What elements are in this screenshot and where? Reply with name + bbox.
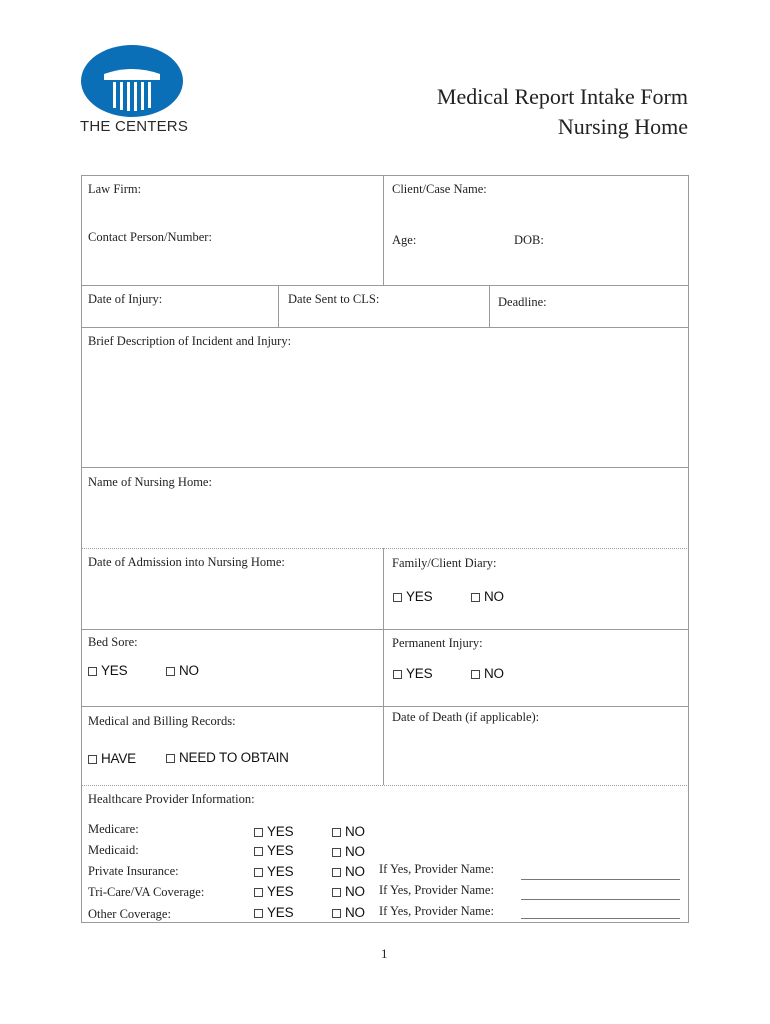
tricare-no-checkbox[interactable] [332, 884, 365, 899]
other-no-checkbox[interactable] [332, 905, 365, 920]
checkbox-icon [166, 754, 175, 763]
provider-name-input[interactable] [521, 918, 680, 919]
medicare-no-checkbox[interactable] [332, 824, 365, 839]
records-need-checkbox[interactable] [166, 750, 289, 765]
age-label: Age: [392, 233, 417, 247]
checkbox-icon [166, 667, 175, 676]
bed-sore-yes-checkbox[interactable] [88, 663, 127, 678]
date-sent-label: Date Sent to CLS: [288, 292, 380, 306]
checkbox-icon [332, 828, 341, 837]
provider-name-input[interactable] [521, 879, 680, 880]
diary-no-checkbox[interactable] [471, 589, 504, 604]
private-no-checkbox[interactable] [332, 864, 365, 879]
provider-name-prompt: If Yes, Provider Name: [379, 904, 494, 918]
row-divider [81, 548, 689, 549]
checkbox-icon [88, 667, 97, 676]
yes-option-label: YES [406, 666, 433, 681]
yes-option-label: YES [267, 864, 294, 879]
have-option-label: HAVE [101, 751, 136, 766]
nursing-home-name-label: Name of Nursing Home: [88, 475, 212, 489]
medicaid-no-checkbox[interactable] [332, 844, 365, 859]
provider-name-input[interactable] [521, 899, 680, 900]
date-of-death-label: Date of Death (if applicable): [392, 710, 540, 724]
form-subtitle: Nursing Home [557, 114, 688, 139]
checkbox-icon [254, 888, 263, 897]
row-divider [81, 467, 689, 468]
law-firm-label: Law Firm: [88, 182, 142, 196]
provider-name: Other Coverage: [88, 907, 171, 921]
checkbox-icon [254, 847, 263, 856]
deadline-label: Deadline: [498, 295, 547, 309]
medical-records-label: Medical and Billing Records: [88, 714, 236, 728]
other-yes-checkbox[interactable] [254, 905, 293, 920]
page-number: 1 [381, 946, 388, 961]
no-option-label: NO [345, 824, 365, 839]
no-option-label: NO [345, 884, 365, 899]
tricare-yes-checkbox[interactable] [254, 884, 293, 899]
private-yes-checkbox[interactable] [254, 864, 293, 879]
bed-sore-label: Bed Sore: [88, 635, 138, 649]
family-diary-label: Family/Client Diary: [392, 556, 497, 570]
provider-name: Tri-Care/VA Coverage: [88, 885, 205, 899]
provider-name-prompt: If Yes, Provider Name: [379, 883, 494, 897]
no-option-label: NO [484, 666, 504, 681]
medicare-yes-checkbox[interactable] [254, 824, 293, 839]
yes-option-label: YES [267, 843, 294, 858]
row-divider [81, 785, 689, 786]
col-divider [278, 285, 279, 327]
yes-option-label: YES [267, 824, 294, 839]
checkbox-icon [393, 593, 402, 602]
no-option-label: NO [179, 663, 199, 678]
yes-option-label: YES [406, 589, 433, 604]
checkbox-icon [332, 888, 341, 897]
checkbox-icon [393, 670, 402, 679]
provider-name-prompt: If Yes, Provider Name: [379, 862, 494, 876]
contact-person-label: Contact Person/Number: [88, 230, 212, 244]
no-option-label: NO [484, 589, 504, 604]
permanent-injury-label: Permanent Injury: [392, 636, 483, 650]
diary-yes-checkbox[interactable] [393, 589, 432, 604]
checkbox-icon [471, 670, 480, 679]
form-table [81, 175, 689, 923]
no-option-label: NO [345, 844, 365, 859]
yes-option-label: YES [267, 905, 294, 920]
yes-option-label: YES [267, 884, 294, 899]
col-divider [383, 548, 384, 785]
checkbox-icon [88, 755, 97, 764]
healthcare-info-label: Healthcare Provider Information: [88, 792, 255, 806]
records-have-checkbox[interactable] [88, 751, 136, 766]
date-of-injury-label: Date of Injury: [88, 292, 163, 306]
provider-name: Private Insurance: [88, 864, 179, 878]
logo-text: THE CENTERS [80, 118, 189, 135]
description-label: Brief Description of Incident and Injury: [88, 334, 292, 348]
need-to-obtain-option-label: NEED TO OBTAIN [179, 750, 289, 765]
checkbox-icon [254, 909, 263, 918]
dob-label: DOB: [514, 233, 544, 247]
checkbox-icon [332, 848, 341, 857]
no-option-label: NO [345, 864, 365, 879]
row-divider [81, 629, 689, 630]
client-case-name-label: Client/Case Name: [392, 182, 487, 196]
row-divider [81, 706, 689, 707]
permanent-no-checkbox[interactable] [471, 666, 504, 681]
row-divider [81, 327, 689, 328]
bed-sore-no-checkbox[interactable] [166, 663, 199, 678]
checkbox-icon [332, 909, 341, 918]
no-option-label: NO [345, 905, 365, 920]
admission-date-label: Date of Admission into Nursing Home: [88, 555, 285, 569]
form-title: Medical Report Intake Form [436, 84, 688, 109]
column-logo-icon [80, 44, 186, 118]
medicaid-yes-checkbox[interactable] [254, 843, 293, 858]
checkbox-icon [254, 828, 263, 837]
col-divider [383, 175, 384, 285]
col-divider [489, 285, 490, 327]
checkbox-icon [254, 868, 263, 877]
row-divider [81, 285, 689, 286]
provider-name: Medicare: [88, 822, 139, 836]
checkbox-icon [332, 868, 341, 877]
yes-option-label: YES [101, 663, 128, 678]
permanent-yes-checkbox[interactable] [393, 666, 432, 681]
logo [80, 44, 189, 136]
checkbox-icon [471, 593, 480, 602]
provider-name: Medicaid: [88, 843, 139, 857]
